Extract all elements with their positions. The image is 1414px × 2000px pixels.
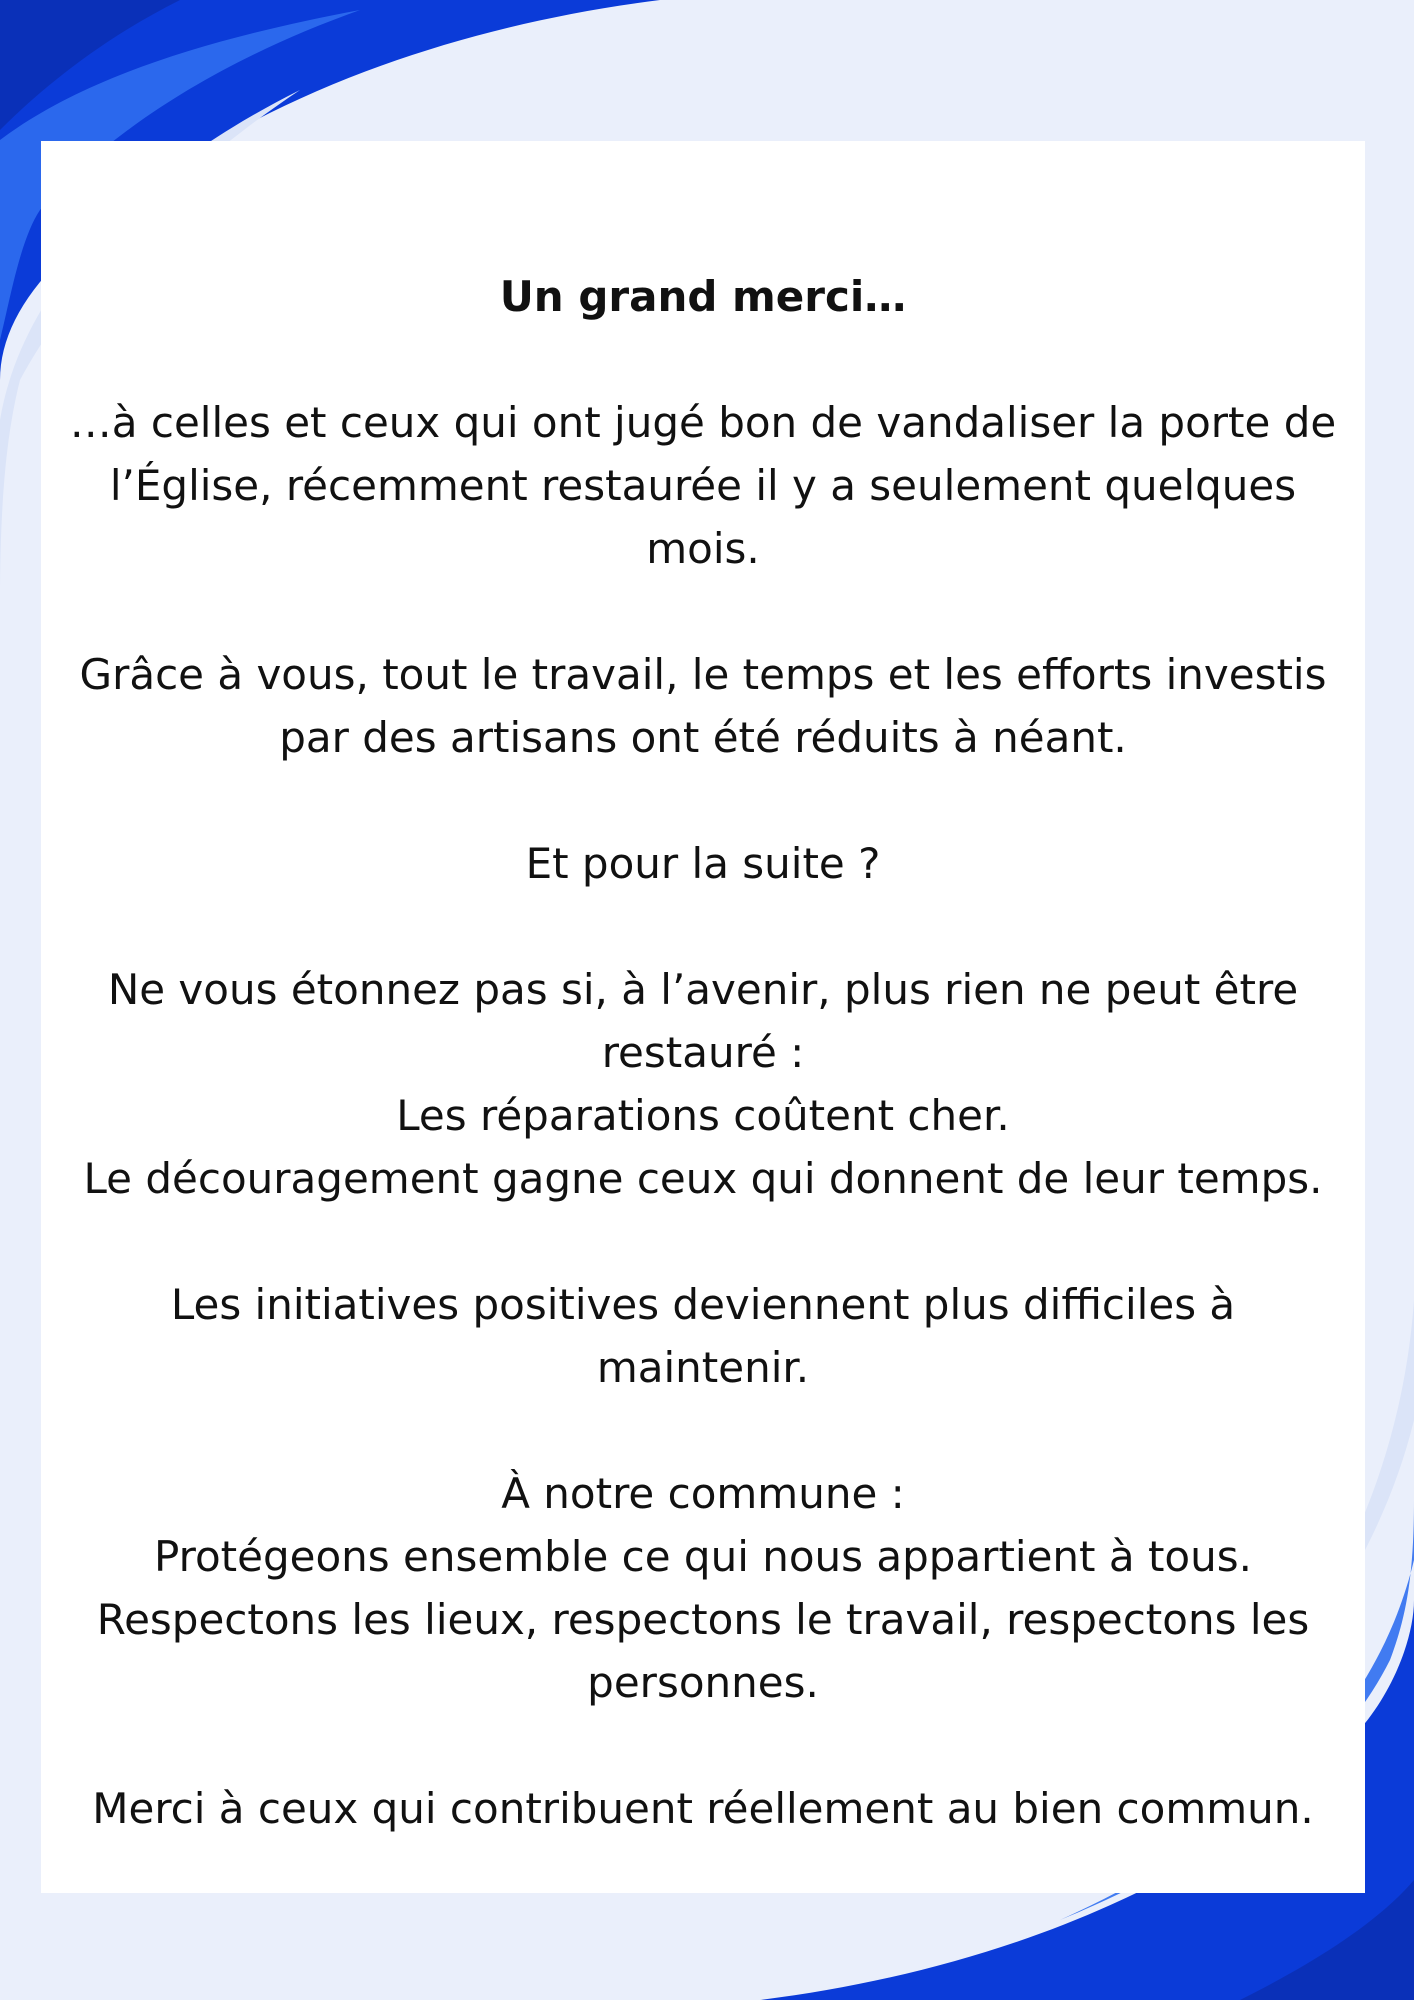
text-line: Grâce à vous, tout le travail, le temps et les efforts investis: [79, 650, 1327, 699]
text-line: Merci à ceux qui contribuent réellement au bien commun.: [92, 1784, 1314, 1833]
paragraph-vandalism: [61, 391, 1345, 580]
text-line: restauré :: [601, 1028, 805, 1077]
paragraph-thanks: [61, 1777, 1345, 1840]
text-line: par des artisans ont été réduits à néant.: [279, 713, 1127, 762]
notice-title: Un grand merci…: [499, 272, 907, 321]
text-line: maintenir.: [596, 1343, 810, 1392]
text-line: Respectons les lieux, respectons le travail, respectons les: [96, 1595, 1310, 1644]
paragraph-work-lost: [61, 643, 1345, 769]
text-line: Et pour la suite ?: [525, 839, 881, 888]
text-line: Les réparations coûtent cher.: [396, 1091, 1010, 1140]
text-line: …à celles et ceux qui ont jugé bon de vandaliser la porte de: [69, 398, 1337, 447]
text-line: personnes.: [587, 1658, 819, 1707]
text-line: Protégeons ensemble ce qui nous appartient à tous.: [154, 1532, 1252, 1581]
paragraph-question: [61, 832, 1345, 895]
paragraph-initiatives: [61, 1273, 1345, 1399]
text-line: mois.: [646, 524, 760, 573]
paragraph-commune: [61, 1462, 1345, 1714]
text-line: À notre commune :: [501, 1469, 905, 1518]
text-line: Les initiatives positives deviennent plus difficiles à: [170, 1280, 1236, 1329]
text-line: Le découragement gagne ceux qui donnent de leur temps.: [83, 1154, 1323, 1203]
text-line: l’Église, récemment restaurée il y a seulement quelques: [109, 461, 1297, 510]
text-line: Ne vous étonnez pas si, à l’avenir, plus rien ne peut être: [107, 965, 1299, 1014]
paragraph-consequences: [61, 958, 1345, 1210]
notice-card: [41, 141, 1365, 1893]
